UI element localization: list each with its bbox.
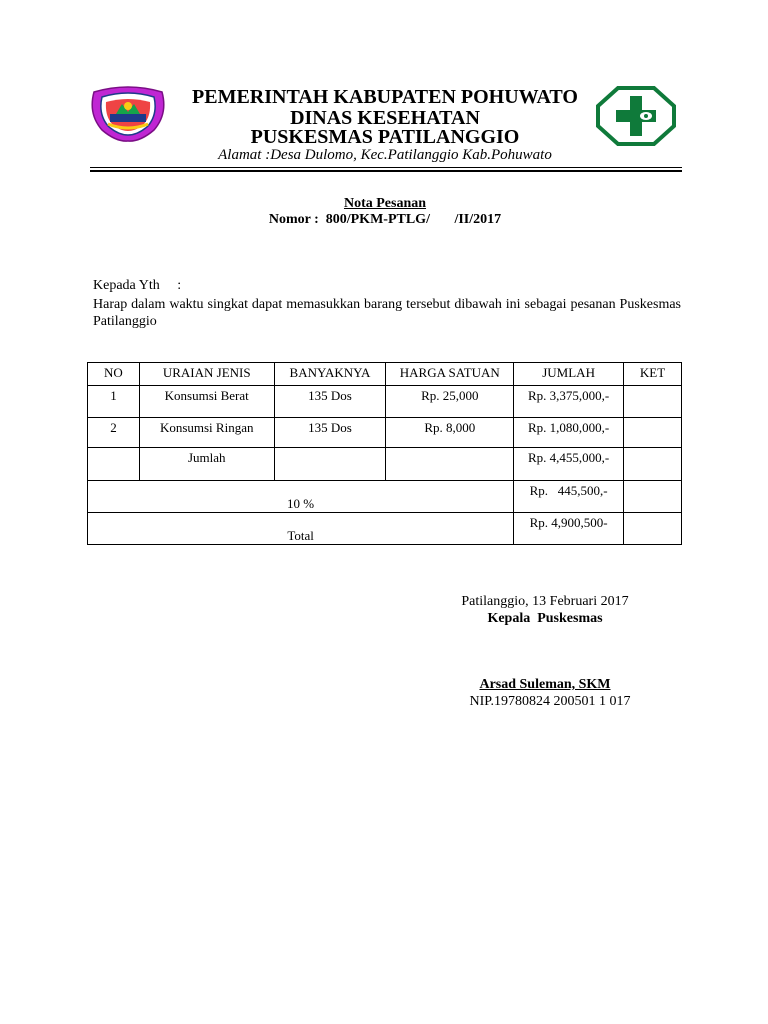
cell-no: 1 [88, 386, 140, 418]
tax-value: Rp. 445,500,- [514, 481, 624, 513]
letterhead-institution: PUSKESMAS PATILANGGIO [250, 126, 520, 148]
subtotal-row [88, 448, 682, 481]
cell-unit-price: Rp. 25,000 [386, 386, 514, 418]
header-quantity: BANYAKNYA [274, 363, 386, 386]
cell-quantity: 135 Dos [274, 386, 386, 418]
letterhead-divider-thin [90, 167, 682, 168]
signature-place-date: Patilanggio, 13 Februari 2017 [461, 594, 629, 609]
document-title: Nota Pesanan [343, 196, 427, 211]
letterhead-department: DINAS KESEHATAN [290, 107, 480, 129]
tax-row [88, 481, 682, 513]
cell-empty [624, 513, 682, 545]
cell-empty [624, 481, 682, 513]
subtotal-value: Rp. 4,455,000,- [514, 448, 624, 481]
signature-role: Kepala Puskesmas [487, 611, 603, 626]
subtotal-label: Jumlah [139, 448, 274, 481]
total-row [88, 513, 682, 545]
cell-item: Konsumsi Ringan [139, 418, 274, 448]
header-amount: JUMLAH [514, 363, 624, 386]
header-item: URAIAN JENIS [139, 363, 274, 386]
cell-remarks [624, 386, 682, 418]
table-header-row [88, 363, 682, 386]
cell-empty [88, 448, 140, 481]
cell-empty [274, 448, 386, 481]
header-remarks: KET [624, 363, 682, 386]
cell-no: 2 [88, 418, 140, 448]
letterhead-divider-thick [90, 170, 682, 172]
table-row [88, 386, 682, 418]
cell-quantity: 135 Dos [274, 418, 386, 448]
header-no: NO [88, 363, 140, 386]
header-unit-price: HARGA SATUAN [386, 363, 514, 386]
order-table [87, 362, 682, 545]
tax-label-cell [88, 481, 514, 513]
total-label: Total [287, 528, 314, 543]
total-value: Rp. 4,900,500- [514, 513, 624, 545]
cell-item: Konsumsi Berat [139, 386, 274, 418]
cell-remarks [624, 418, 682, 448]
letterhead-address: Alamat :Desa Dulomo, Kec.Patilanggio Kab.Pohuwato [218, 147, 552, 163]
table-row [88, 418, 682, 448]
addressee: Kepada Yth : [93, 278, 182, 293]
document-number: Nomor : 800/PKM-PTLG/ /II/2017 [268, 212, 502, 227]
cell-amount: Rp. 3,375,000,- [514, 386, 624, 418]
request-paragraph: Harap dalam waktu singkat dapat memasukkan barang tersebut dibawah ini sebagai pesanan Puskesmas Patilanggio [93, 297, 681, 329]
tax-label: 10 % [287, 496, 315, 511]
cell-amount: Rp. 1,080,000,- [514, 418, 624, 448]
letterhead-government: PEMERINTAH KABUPATEN POHUWATO [192, 86, 578, 108]
signature-name: Arsad Suleman, SKM [479, 677, 611, 692]
signature-nip: NIP.19780824 200501 1 017 [469, 694, 631, 709]
total-label-cell [88, 513, 514, 545]
cell-unit-price: Rp. 8,000 [386, 418, 514, 448]
cell-empty [624, 448, 682, 481]
cell-empty [386, 448, 514, 481]
